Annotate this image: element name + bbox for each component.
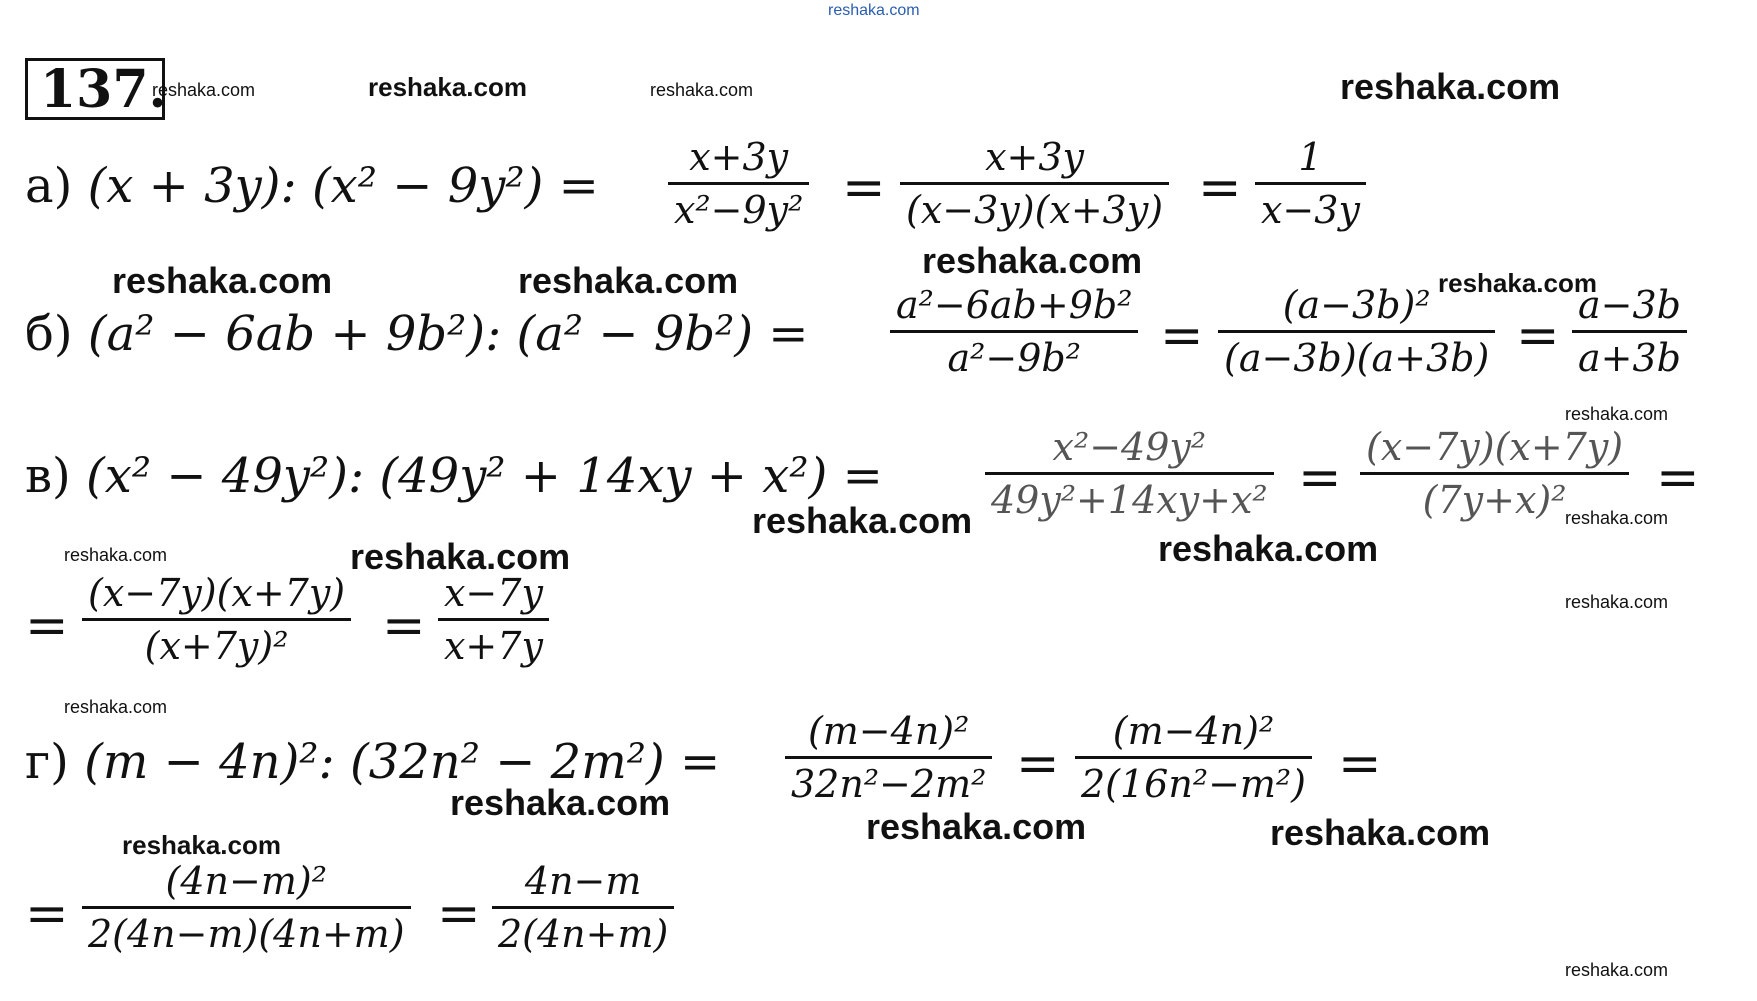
denominator: (7y+x)² xyxy=(1422,478,1567,522)
part-v-fraction-3 xyxy=(82,571,351,668)
watermark: reshaka.com xyxy=(866,806,1087,847)
watermark: reshaka.com xyxy=(64,545,168,565)
part-a-fraction-2 xyxy=(900,135,1169,232)
denominator: 32n²−2m² xyxy=(791,762,987,806)
numerator: 4n−m xyxy=(524,859,642,903)
part-g-fraction-4 xyxy=(492,859,674,956)
part-v-lhs: (x² − 49y²): (49y² + 14xy + x²) = xyxy=(86,448,883,504)
denominator: x+7y xyxy=(444,624,543,668)
denominator: (x−3y)(x+3y) xyxy=(906,188,1164,232)
part-v-fraction-4 xyxy=(438,571,549,668)
denominator: (a−3b)(a+3b) xyxy=(1224,336,1490,380)
numerator: (x−7y)(x+7y) xyxy=(88,571,346,615)
denominator: x−3y xyxy=(1261,188,1360,232)
numerator: (a−3b)² xyxy=(1282,283,1431,327)
equals-sign: = xyxy=(1198,158,1242,218)
numerator: (x−7y)(x+7y) xyxy=(1366,425,1624,469)
numerator: 1 xyxy=(1298,135,1323,179)
denominator: 2(4n+m) xyxy=(498,912,669,956)
part-b-fraction-3 xyxy=(1572,283,1687,380)
numerator: x+3y xyxy=(985,135,1085,179)
top-watermark: reshaka.com xyxy=(828,2,920,19)
numerator: x−7y xyxy=(444,571,543,615)
part-v-expression xyxy=(25,448,883,504)
watermark: reshaka.com xyxy=(650,80,754,100)
part-b-fraction-2 xyxy=(1218,283,1495,380)
numerator: x²−49y² xyxy=(1052,425,1207,469)
part-g-expression xyxy=(25,734,721,790)
equals-sign: = xyxy=(25,596,69,656)
part-v-fraction-1 xyxy=(985,425,1274,522)
watermark: reshaka.com xyxy=(1565,508,1669,528)
watermark: reshaka.com xyxy=(1565,404,1669,424)
denominator: 2(4n−m)(4n+m) xyxy=(88,912,405,956)
part-b-fraction-1 xyxy=(890,283,1138,380)
equals-sign: = xyxy=(1160,306,1204,366)
numerator: a²−6ab+9b² xyxy=(896,283,1133,327)
watermark: reshaka.com xyxy=(112,260,333,301)
part-v-fraction-2 xyxy=(1360,425,1629,522)
watermark: reshaka.com xyxy=(368,72,527,102)
numerator: a−3b xyxy=(1578,283,1681,327)
part-v-label: в) xyxy=(25,448,71,504)
watermark: reshaka.com xyxy=(152,80,256,100)
watermark: reshaka.com xyxy=(64,697,168,717)
watermark: reshaka.com xyxy=(1340,66,1561,107)
watermark: reshaka.com xyxy=(350,536,571,577)
equals-sign: = xyxy=(1516,306,1560,366)
equals-sign: = xyxy=(1016,734,1060,794)
part-b-label: б) xyxy=(25,306,73,362)
denominator: 49y²+14xy+x² xyxy=(991,478,1268,522)
watermark: reshaka.com xyxy=(518,260,739,301)
equals-sign: = xyxy=(1338,734,1382,794)
part-a-lhs: (x + 3y): (x² − 9y²) = xyxy=(87,158,599,214)
equals-sign: = xyxy=(1298,448,1342,508)
equals-sign: = xyxy=(382,596,426,656)
watermark: reshaka.com xyxy=(922,240,1143,281)
equals-sign: = xyxy=(25,884,69,944)
part-a-fraction-3 xyxy=(1255,135,1366,232)
watermark: reshaka.com xyxy=(450,782,671,823)
part-g-label: г) xyxy=(25,734,69,790)
watermark: reshaka.com xyxy=(1158,528,1379,569)
part-g-fraction-1 xyxy=(785,709,992,806)
watermark: reshaka.com xyxy=(1565,592,1669,612)
part-g-lhs: (m − 4n)²: (32n² − 2m²) = xyxy=(84,734,721,790)
denominator: (x+7y)² xyxy=(144,624,289,668)
part-a-label: а) xyxy=(25,158,73,214)
part-g-fraction-2 xyxy=(1075,709,1312,806)
equals-sign: = xyxy=(437,884,481,944)
denominator: 2(16n²−m²) xyxy=(1081,762,1306,806)
numerator: (4n−m)² xyxy=(165,859,327,903)
equals-sign: = xyxy=(1656,448,1700,508)
watermark: reshaka.com xyxy=(752,500,973,541)
equals-sign: = xyxy=(842,158,886,218)
denominator: a²−9b² xyxy=(947,336,1081,380)
part-g-fraction-3 xyxy=(82,859,411,956)
denominator: a+3b xyxy=(1578,336,1681,380)
part-b-lhs: (a² − 6ab + 9b²): (a² − 9b²) = xyxy=(87,306,809,362)
watermark: reshaka.com xyxy=(122,830,281,860)
watermark: reshaka.com xyxy=(1270,812,1491,853)
numerator: (m−4n)² xyxy=(1112,709,1275,753)
watermark: reshaka.com xyxy=(1565,960,1669,980)
part-b-expression xyxy=(25,306,809,362)
part-a-expression xyxy=(25,158,599,214)
numerator: x+3y xyxy=(689,135,789,179)
watermark: reshaka.com xyxy=(1438,268,1597,298)
denominator: x²−9y² xyxy=(674,188,804,232)
problem-number: 137. xyxy=(25,58,165,120)
numerator: (m−4n)² xyxy=(807,709,970,753)
part-a-fraction-1 xyxy=(668,135,809,232)
